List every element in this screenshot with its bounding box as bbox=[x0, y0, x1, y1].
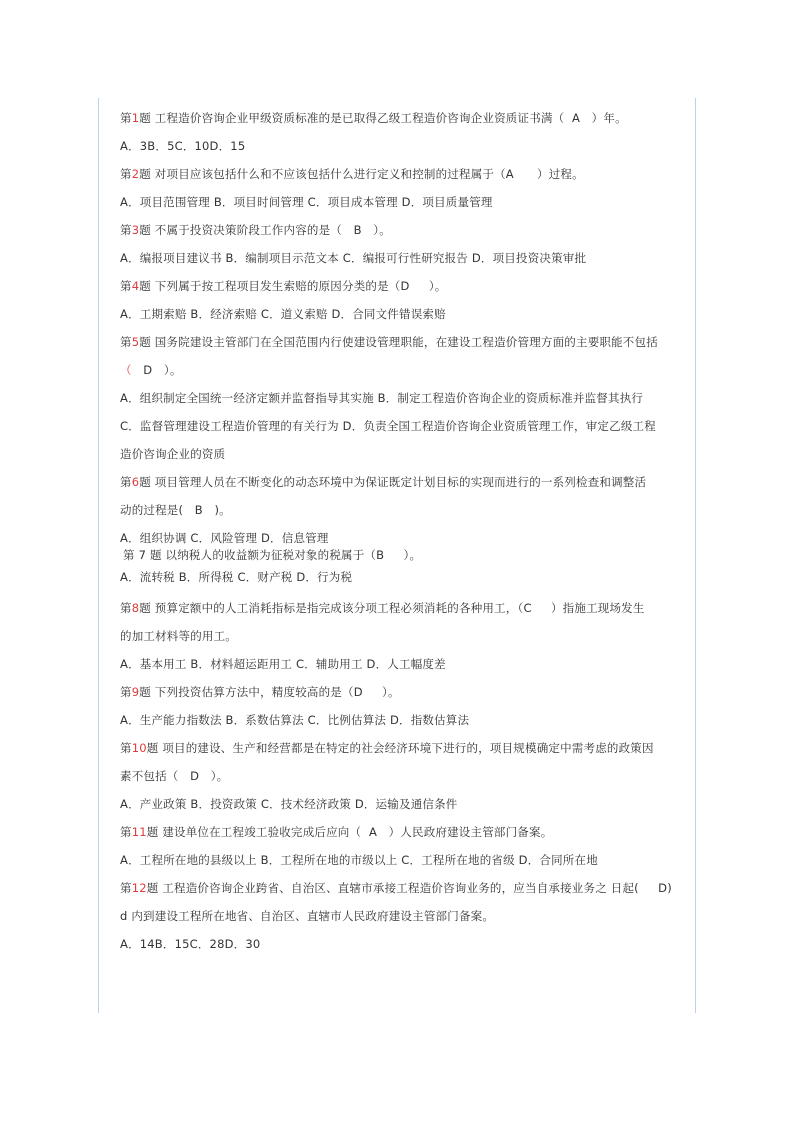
options-6: A．组织协调 C．风险管理 D．信息管理 bbox=[120, 531, 329, 545]
question-number: 9 bbox=[131, 685, 140, 699]
question-1: 第1题 工程造价咨询企业甲级资质标准的是已取得乙级工程造价咨询企业资质证书满（ A ）年。 bbox=[120, 111, 627, 125]
answer: B bbox=[376, 548, 385, 562]
right-border-line bbox=[695, 98, 696, 1013]
answer: A bbox=[572, 111, 581, 125]
answer: D bbox=[400, 279, 410, 293]
question-6: 第6题 项目管理人员在不断变化的动态环境中为保证既定计划目标的实现而进行的一系列检查和调整活 bbox=[120, 475, 647, 489]
options-5-line-3: 造价咨询企业的资质 bbox=[120, 447, 226, 461]
answer: D bbox=[658, 881, 668, 895]
question-11: 第11题 建设单位在工程竣工验收完成后应向（ A ）人民政府建设主管部门备案。 bbox=[120, 825, 553, 839]
options-2: A．项目范围管理 B．项目时间管理 C．项目成本管理 D．项目质量管理 bbox=[120, 195, 493, 209]
question-number: 8 bbox=[131, 601, 140, 615]
question-8-continued: 的加工材料等的用工。 bbox=[120, 629, 237, 643]
question-stem: 项目的建设、生产和经营都是在特定的社会经济环境下进行的，项目规模确定中需考虑的政策因 bbox=[162, 741, 654, 755]
question-stem: 以纳税人的收益额为征税对象的税属于（ bbox=[165, 548, 377, 562]
options-10: A．产业政策 B．投资政策 C．技术经济政策 D．运输及通信条件 bbox=[120, 797, 458, 811]
question-2: 第2题 对项目应该包括什么和不应该包括什么进行定义和控制的过程属于（A ）过程。 bbox=[120, 167, 584, 181]
question-12: 第12题 工程造价咨询企业跨省、自治区、直辖市承接工程造价咨询业务的，应当自承接业务之 日起( D) bbox=[120, 881, 672, 895]
question-number: 6 bbox=[131, 475, 140, 489]
question-number: 11 bbox=[131, 825, 147, 839]
options-8: A．基本用工 B．材料超运距用工 C．辅助用工 D．人工幅度差 bbox=[120, 657, 446, 671]
question-number: 4 bbox=[131, 279, 140, 293]
question-stem: 工程造价咨询企业跨省、自治区、直辖市承接工程造价咨询业务的，应当自承接业务之 日起( bbox=[162, 881, 639, 895]
options-7: A．流转税 B．所得税 C．财产税 D．行为税 bbox=[120, 570, 353, 584]
options-5-line-2: C．监督管理建设工程造价管理的有关行为 D．负责全国工程造价咨询企业资质管理工作，审定乙级工程 bbox=[120, 419, 656, 433]
question-number: 3 bbox=[131, 223, 140, 237]
question-number: 10 bbox=[131, 741, 147, 755]
question-stem: 预算定额中的人工消耗指标是指完成该分项工程必须消耗的各种用工，（ bbox=[154, 601, 524, 615]
question-12-continued: d 内到建设工程所在地省、自治区、直辖市人民政府建设主管部门备案。 bbox=[120, 909, 495, 923]
question-stem: 项目管理人员在不断变化的动态环境中为保证既定计划目标的实现而进行的一系列检查和调整活 bbox=[154, 475, 647, 489]
question-10: 第10题 项目的建设、生产和经营都是在特定的社会经济环境下进行的，项目规模确定中需考虑的政策因 bbox=[120, 741, 654, 755]
answer: D bbox=[190, 769, 200, 783]
answer: A bbox=[505, 167, 514, 181]
question-stem: 不属于投资决策阶段工作内容的是（ bbox=[154, 223, 342, 237]
question-stem: 对项目应该包括什么和不应该包括什么进行定义和控制的过程属于（ bbox=[154, 167, 506, 181]
question-number: 12 bbox=[131, 881, 147, 895]
left-border-line bbox=[98, 98, 99, 1013]
question-stem: 工程造价咨询企业甲级资质标准的是已取得乙级工程造价咨询企业资质证书满（ bbox=[154, 111, 565, 125]
question-5-continued: （ D ）。 bbox=[120, 363, 182, 377]
answer: B bbox=[194, 503, 203, 517]
question-9: 第9题 下列投资估算方法中，精度较高的是（D ）。 bbox=[120, 685, 400, 699]
answer: B bbox=[353, 223, 362, 237]
question-number: 5 bbox=[131, 335, 140, 349]
question-5: 第5题 国务院建设主管部门在全国范围内行使建设管理职能，在建设工程造价管理方面的主要职能不包括 bbox=[120, 335, 658, 349]
answer: C bbox=[523, 601, 532, 615]
question-10-continued: 素不包括（ D ）。 bbox=[120, 769, 229, 783]
question-stem: 下列属于按工程项目发生索赔的原因分类的是（ bbox=[154, 279, 401, 293]
question-stem: 国务院建设主管部门在全国范围内行使建设管理职能，在建设工程造价管理方面的主要职能不包括 bbox=[154, 335, 658, 349]
options-9: A．生产能力指数法 B．系数估算法 C．比例估算法 D．指数估算法 bbox=[120, 713, 470, 727]
question-stem: 建设单位在工程竣工验收完成后应向（ bbox=[162, 825, 362, 839]
question-6-continued: 动的过程是( B )。 bbox=[120, 503, 231, 517]
answer: D bbox=[353, 685, 363, 699]
question-8: 第8题 预算定额中的人工消耗指标是指完成该分项工程必须消耗的各种用工，（C ）指施工现场发生 bbox=[120, 601, 645, 615]
question-number: 1 bbox=[131, 111, 140, 125]
options-12: A．14B．15C．28D．30 bbox=[120, 937, 261, 951]
question-number: 7 bbox=[138, 548, 147, 562]
answer: D bbox=[143, 363, 153, 377]
question-4: 第4题 下列属于按工程项目发生索赔的原因分类的是（D ）。 bbox=[120, 279, 447, 293]
question-3: 第3题 不属于投资决策阶段工作内容的是（ B ）。 bbox=[120, 223, 391, 237]
options-11: A．工程所在地的县级以上 B．工程所在地的市级以上 C．工程所在地的省级 D．合同所在地 bbox=[120, 853, 598, 867]
question-stem: 下列投资估算方法中，精度较高的是（ bbox=[154, 685, 354, 699]
options-3: A．编报项目建议书 B．编制项目示范文本 C．编报可行性研究报告 D．项目投资决策审批 bbox=[120, 251, 587, 265]
question-7: 第 7 题 以纳税人的收益额为征税对象的税属于（B ）。 bbox=[123, 548, 422, 562]
answer: A bbox=[368, 825, 378, 839]
options-1: A．3B．5C．10D．15 bbox=[120, 139, 246, 153]
question-number: 2 bbox=[131, 167, 140, 181]
options-5: A．组织制定全国统一经济定额并监督指导其实施 B．制定工程造价咨询企业的资质标准并监督其执行 bbox=[120, 391, 644, 405]
options-4: A．工期索赔 B．经济索赔 C．道义索赔 D．合同文件错误索赔 bbox=[120, 307, 446, 321]
